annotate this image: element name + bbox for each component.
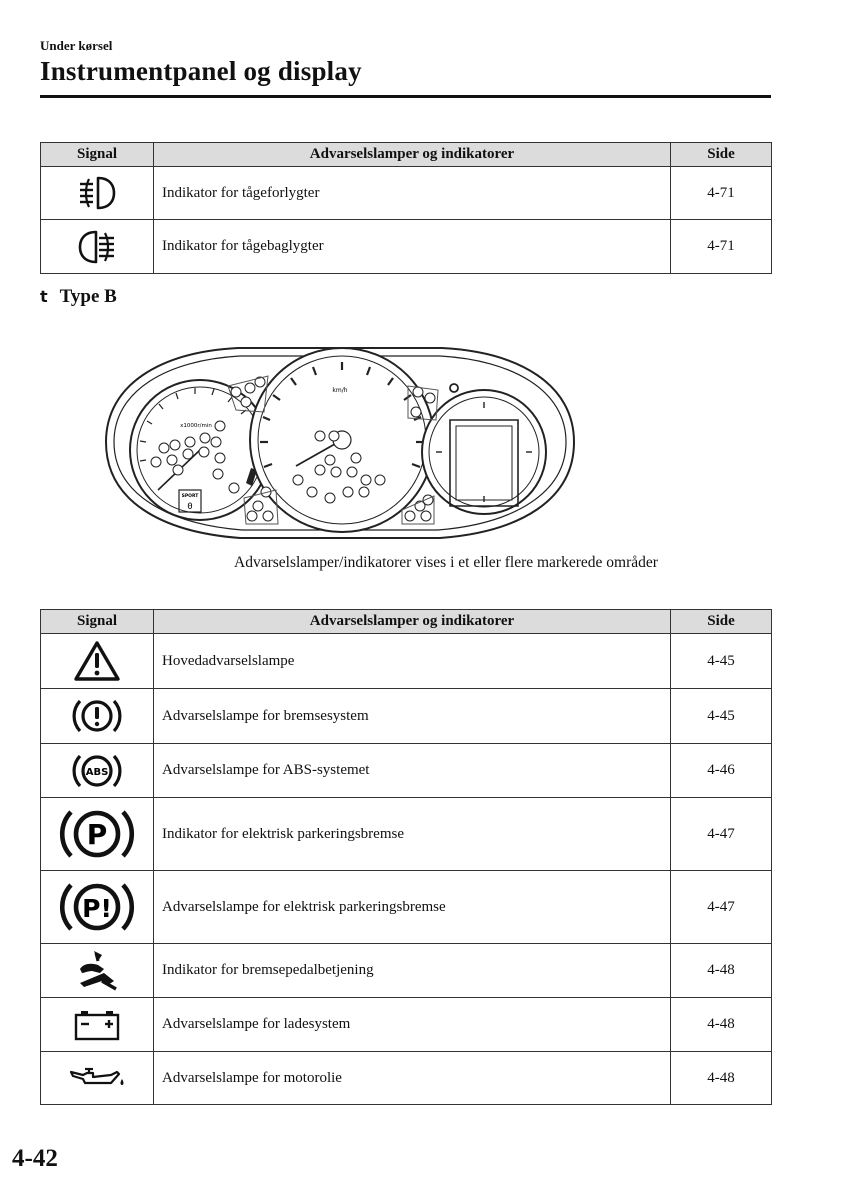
- table-cell-description: Indikator for tågeforlygter: [154, 167, 671, 220]
- column-header-description: Advarselslamper og indikatorer: [154, 610, 671, 634]
- parking-warning-icon-text: P!: [82, 894, 112, 923]
- charging-system-warning-icon: [72, 1007, 122, 1043]
- table-row: [41, 1052, 772, 1105]
- table-cell-page: 4-47: [671, 871, 772, 944]
- table-cell-page: 4-71: [671, 220, 772, 274]
- table-cell-description: Advarselslampe for ladesystem: [154, 998, 671, 1052]
- table-cell-page: 4-48: [671, 944, 772, 998]
- page-title: Instrumentpanel og display: [40, 56, 362, 86]
- table-row: [41, 220, 772, 274]
- column-header-page: Side: [671, 143, 772, 167]
- gear-display: 0: [187, 502, 193, 512]
- table-cell-page: 4-48: [671, 1052, 772, 1105]
- table-cell-page: 4-46: [671, 744, 772, 798]
- table-row: [41, 744, 772, 798]
- type-b-label: Type B: [59, 286, 117, 307]
- sport-label: SPORT: [181, 494, 199, 499]
- table-row: [41, 798, 772, 871]
- trip-knob: [450, 384, 458, 392]
- table-cell-description: Advarselslampe for motorolie: [154, 1052, 671, 1105]
- column-header-page: Side: [671, 610, 772, 634]
- indicator-table-2: [40, 609, 772, 1105]
- rear-fog-light-icon: [77, 227, 117, 267]
- speedometer-dial: [250, 348, 434, 532]
- title-rule: [40, 95, 771, 98]
- type-b-heading: [40, 286, 117, 308]
- table-cell-page: 4-45: [671, 634, 772, 689]
- table-cell-description: Indikator for tågebaglygter: [154, 220, 671, 274]
- fuel-gauge-dial: [422, 390, 546, 514]
- column-header-signal: Signal: [41, 610, 154, 634]
- brake-system-warning-icon: [71, 695, 123, 737]
- table-cell-description: Advarselslampe for bremsesystem: [154, 689, 671, 744]
- bullet-marker: t: [40, 287, 48, 306]
- table-row: [41, 634, 772, 689]
- table-row: [41, 871, 772, 944]
- table-cell-description: Advarselslampe for elektrisk parkeringsbremse: [154, 871, 671, 944]
- master-warning-icon: [72, 639, 122, 683]
- electric-parking-brake-warning-icon: [59, 877, 135, 937]
- cluster-caption: Advarselslamper/indikatorer vises i et eller flere markerede områder: [234, 554, 658, 571]
- page-number: 4-42: [12, 1145, 58, 1172]
- table-cell-description: Indikator for bremsepedalbetjening: [154, 944, 671, 998]
- table-cell-page: 4-45: [671, 689, 772, 744]
- table-row: [41, 944, 772, 998]
- table-cell-description: Advarselslampe for ABS-systemet: [154, 744, 671, 798]
- column-header-description: Advarselslamper og indikatorer: [154, 143, 671, 167]
- indicator-table-1: [40, 142, 772, 274]
- table-cell-description: Hovedadvarselslampe: [154, 634, 671, 689]
- table-cell-page: 4-47: [671, 798, 772, 871]
- tacho-unit-label: x1000r/min: [180, 423, 212, 429]
- abs-icon-text: ABS: [85, 766, 109, 778]
- speedo-unit-label: km/h: [332, 387, 348, 394]
- table-cell-description: Indikator for elektrisk parkeringsbremse: [154, 798, 671, 871]
- section-label: Under kørsel: [40, 38, 113, 53]
- table-row: [41, 167, 772, 220]
- table-cell-page: 4-71: [671, 167, 772, 220]
- front-fog-light-icon: [77, 173, 117, 213]
- engine-oil-warning-icon: [67, 1063, 127, 1093]
- table-row: [41, 689, 772, 744]
- electric-parking-brake-icon: [59, 804, 135, 864]
- instrument-cluster-illustration: [100, 330, 580, 552]
- table-row: [41, 998, 772, 1052]
- table-cell-page: 4-48: [671, 998, 772, 1052]
- parking-icon-text: P: [86, 818, 108, 851]
- abs-warning-icon: [71, 750, 123, 792]
- column-header-signal: Signal: [41, 143, 154, 167]
- brake-pedal-operation-icon: [74, 949, 120, 993]
